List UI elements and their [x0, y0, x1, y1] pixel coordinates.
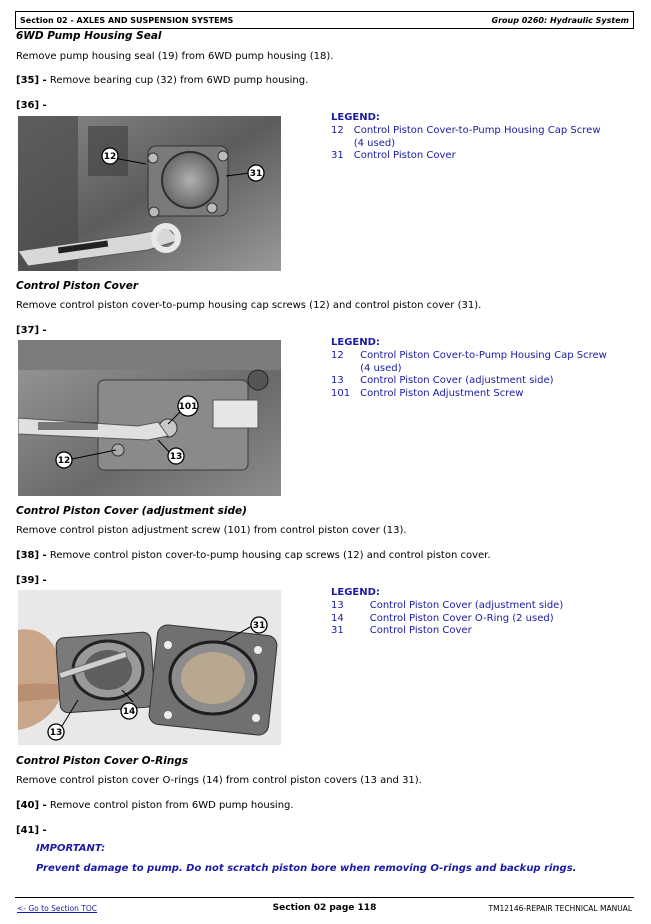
legend-row: 31 Control Piston Cover	[331, 625, 472, 636]
heading-pump-housing-seal: 6WD Pump Housing Seal	[16, 30, 162, 42]
important-text: Prevent damage to pump. Do not scratch piston bore when removing O-rings and backup rings.	[36, 863, 577, 874]
heading-o-rings: Control Piston Cover O-Rings	[16, 755, 189, 767]
instruction-text: Remove control piston cover-to-pump housing cap screws (12) and control piston cover (31).	[16, 300, 482, 311]
legend-row: 101 Control Piston Adjustment Screw	[331, 387, 524, 399]
heading-control-piston-cover-adjustment: Control Piston Cover (adjustment side)	[16, 505, 247, 517]
legend-title: LEGEND:	[331, 587, 380, 598]
callout-101: 101	[178, 402, 198, 412]
photo-pump-housing-cover	[18, 116, 281, 271]
legend-title: LEGEND:	[331, 112, 380, 123]
legend-3	[331, 587, 563, 638]
step-40: [40] - Remove control piston from 6WD pump housing.	[16, 800, 294, 811]
step-37: [37] -	[16, 325, 47, 336]
callout-31: 31	[249, 169, 263, 179]
step-41: [41] -	[16, 825, 47, 836]
instruction-text: Remove control piston adjustment screw (101) from control piston cover (13).	[16, 525, 407, 536]
group-title: Group 0260: Hydraulic System	[491, 16, 629, 25]
page-number: Section 02 page 118	[272, 903, 377, 913]
photo-adjustment-screw	[18, 340, 281, 496]
legend-title: LEGEND:	[331, 337, 380, 348]
section-title: Section 02 - AXLES AND SUSPENSION SYSTEMS	[20, 16, 234, 25]
legend-row: 12 Control Piston Cover-to-Pump Housing Cap Screw (4 used)	[331, 125, 601, 149]
callout-13: 13	[169, 452, 183, 462]
legend-table	[331, 125, 614, 163]
legend-table	[331, 350, 615, 400]
legend-row: 12 Control Piston Cover-to-Pump Housing Cap Screw (4 used)	[331, 350, 607, 374]
legend-row: 13 Control Piston Cover (adjustment side)	[331, 600, 564, 611]
go-to-section-toc-link[interactable]: <- Go to Section TOC	[17, 904, 98, 913]
legend-row: 13 Control Piston Cover (adjustment side)	[331, 375, 554, 386]
manual-title: TM12146-REPAIR TECHNICAL MANUAL	[488, 904, 632, 913]
photo-o-rings	[18, 590, 281, 745]
important-label: IMPORTANT:	[36, 843, 106, 854]
legend-1	[331, 112, 614, 163]
callout-14: 14	[122, 707, 136, 717]
page-footer	[15, 897, 634, 917]
page-header	[15, 11, 634, 29]
callout-12: 12	[103, 152, 117, 162]
legend-row: 31 Control Piston Cover	[331, 150, 456, 161]
instruction-text: Remove control piston cover O-rings (14) from control piston covers (13 and 31).	[16, 775, 422, 786]
legend-row: 14 Control Piston Cover O-Ring (2 used)	[331, 612, 554, 624]
callout-31: 31	[252, 621, 266, 631]
instruction-text: Remove pump housing seal (19) from 6WD pump housing (18).	[16, 51, 334, 62]
legend-table	[331, 600, 563, 638]
heading-control-piston-cover: Control Piston Cover	[16, 280, 139, 292]
callout-12: 12	[57, 456, 71, 466]
legend-2	[331, 337, 615, 400]
step-38: [38] - Remove control piston cover-to-pump housing cap screws (12) and control piston cover.	[16, 550, 491, 561]
step-35: [35] - Remove bearing cup (32) from 6WD pump housing.	[16, 75, 309, 86]
callout-13: 13	[49, 728, 63, 738]
step-36: [36] -	[16, 100, 47, 111]
step-39: [39] -	[16, 575, 47, 586]
